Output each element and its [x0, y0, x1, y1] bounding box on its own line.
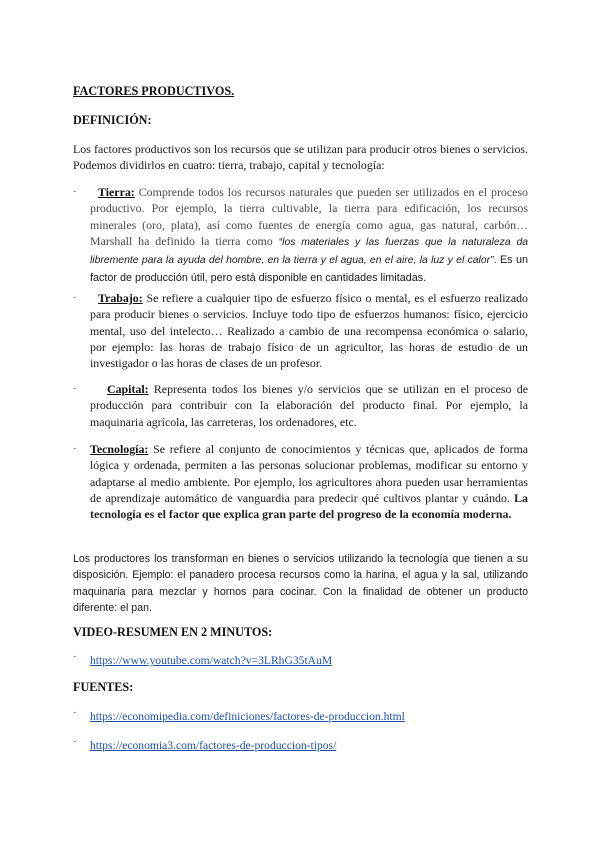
video-link[interactable]: https://www.youtube.com/watch?v=3LRhG35tAuM	[90, 654, 333, 667]
factor-text: Comprende todos los recursos naturales que pueden ser utilizados en el proceso productivo. Por ejemplo, la tierra cultivable, la tierra para edificación, los recursos minerales (oro, plata), así como fuentes de energía como agua, gas natural, carbón… Marshall ha definido la tierra como	[90, 185, 528, 248]
factor-capital	[73, 381, 528, 430]
fuente-link-economipedia[interactable]: https://economipedia.com/definiciones/factores-de-produccion.html	[90, 710, 405, 723]
bullet-icon: ·	[73, 651, 77, 663]
factor-text: Representa todos los bienes y/o servicios que se utilizan en el proceso de producción para contribuir con la elaboración del producto final. Por ejemplo, la maquinaria agrícola, las carreteras, los ordenadores, etc.	[90, 382, 528, 429]
bullet-icon: ·	[73, 443, 77, 455]
factor-trabajo	[73, 290, 528, 371]
factor-text: Se refiere a cualquier tipo de esfuerzo físico o mental, es el esfuerzo realizado para producir bienes o servicios. Incluye todo tipo de esfuerzos humanos: físico, ejercicio mental, uso del intelecto… Realizado a cambio de una recompensa económica o salario, por ejemplo: las horas de trabajo físico de un agricultor, las horas de estudio de un investigador o las horas de clases de un profesor.	[90, 291, 528, 371]
fuente-item	[73, 707, 528, 725]
closing-paragraph: Los productores los transforman en bienes o servicios utilizando la tecnología que tienen a su disposición. Ejemplo: el panadero procesa recursos como la harina, el agua y la sal, utilizando maquinaria para mezclar y hornos para cocinar. Con la finalidad de obtener un producto diferente: el pan.	[73, 553, 528, 614]
video-heading: VIDEO-RESUMEN EN 2 MINUTOS:	[73, 625, 273, 639]
factor-highlight: La tecnología es el factor que explica gran parte del progreso de la economía moderna.	[90, 490, 528, 522]
fuente-item	[73, 736, 528, 754]
factor-text: Se refiere al conjunto de conocimientos y técnicas que, aplicados de forma lógica y ordenada, permiten a las personas solucionar problemas, modificar su entorno y adaptarse al medio ambiente. Por ejemplo, los agricultores ahora pueden usar herramientas de aprendizaje automático de vanguardia para predecir qué cultivos plantar y cuándo.	[90, 442, 528, 505]
factor-after: . Es un factor de producción útil, pero está disponible en cantidades limitadas.	[90, 254, 529, 285]
factor-tierra	[73, 184, 528, 287]
factor-term: Capital:	[107, 382, 149, 396]
bullet-icon: ·	[73, 186, 77, 198]
bullet-icon: ·	[73, 736, 77, 748]
factor-term: Tecnología:	[90, 442, 149, 456]
definicion-text: Los factores productivos son los recursos que se utilizan para producir otros bienes o servicios. Podemos dividirlos en cuatro: tierra, trabajo, capital y tecnología:	[73, 142, 528, 173]
video-link-item	[73, 651, 528, 669]
bullet-icon: ·	[73, 707, 77, 719]
document-title: FACTORES PRODUCTIVOS.	[73, 84, 235, 98]
definicion-heading: DEFINICIÓN:	[73, 113, 152, 127]
bullet-icon: ·	[73, 383, 77, 395]
bullet-icon: ·	[73, 292, 77, 304]
factor-term: Trabajo:	[98, 291, 143, 305]
factor-tecnologia	[73, 441, 528, 522]
fuentes-heading: FUENTES:	[73, 680, 134, 694]
marshall-quote: “los materiales y las fuerzas que la naturaleza da libremente para la ayuda del hombre, en la tierra y el agua, en el aire, la luz y el calor”	[90, 236, 528, 267]
factor-term: Tierra:	[98, 185, 135, 199]
fuente-link-economia3[interactable]: https://economia3.com/factores-de-produccion-tipos/	[90, 739, 337, 752]
